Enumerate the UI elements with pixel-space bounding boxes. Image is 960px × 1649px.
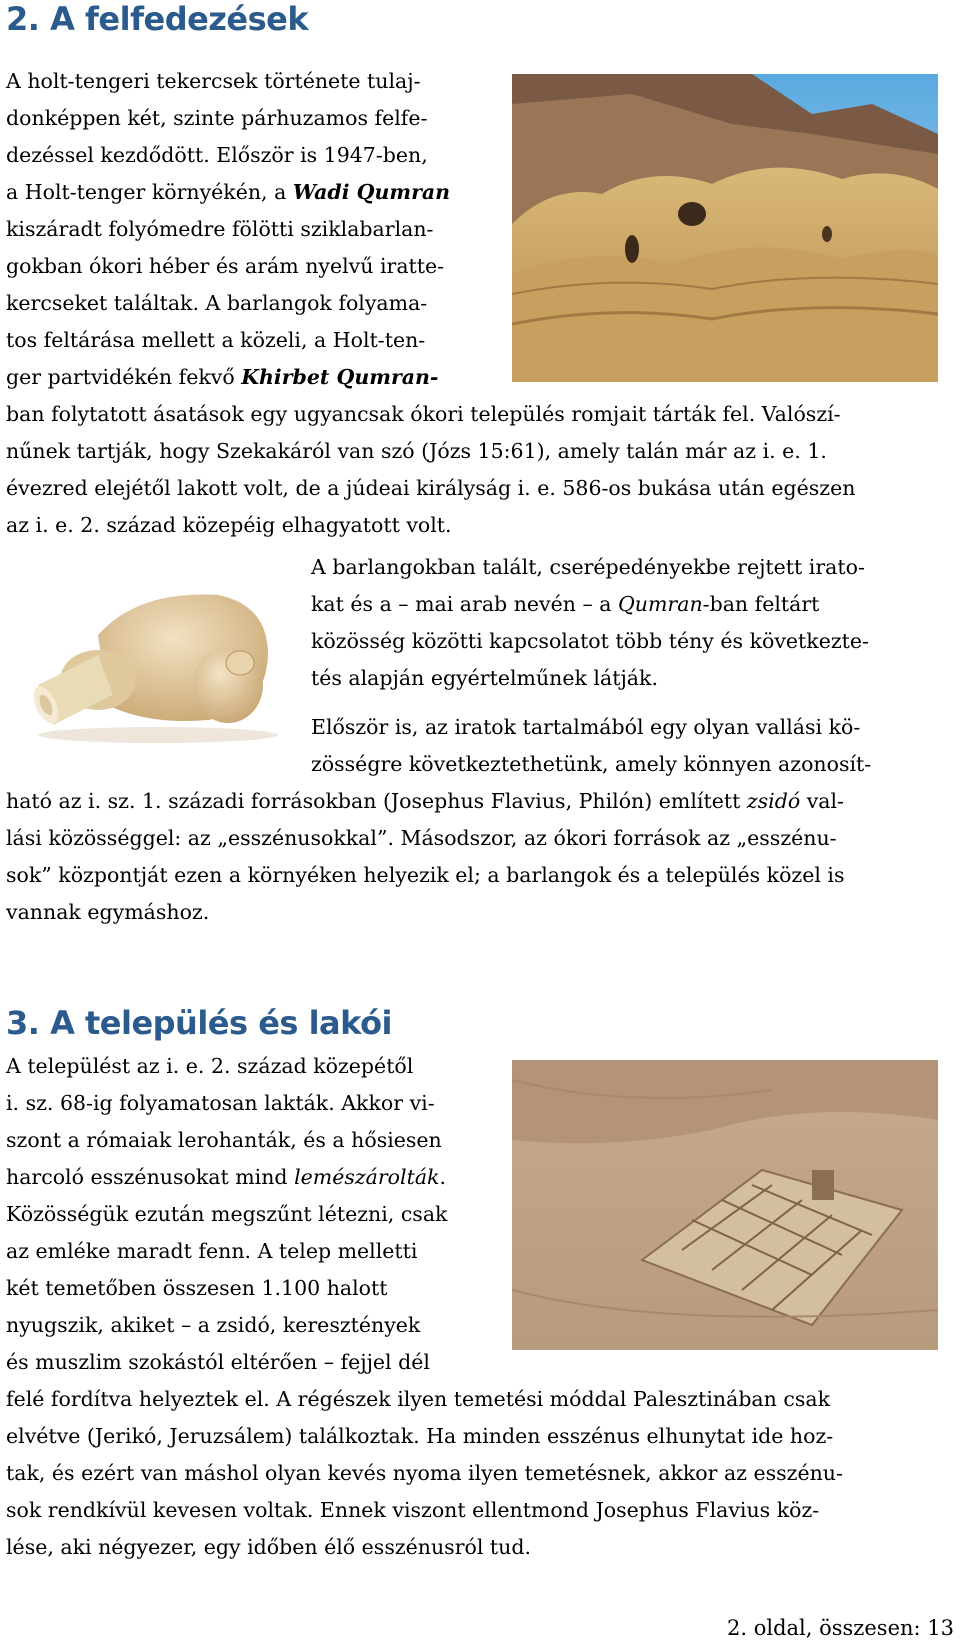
text-line: harcoló esszénusokat mind lemészárolták.	[6, 1165, 446, 1189]
text-line: szont a rómaiak lerohanták, és a hősiesen	[6, 1128, 442, 1152]
page-number: 2. oldal, összesen: 13	[727, 1616, 954, 1640]
text-line: elvétve (Jerikó, Jeruzsálem) találkoztak. Ha minden esszénus elhunytat ide hoz-	[6, 1424, 834, 1448]
text-line: kat és a – mai arab nevén – a Qumran-ban feltárt	[311, 592, 820, 616]
text-line: lése, aki négyezer, egy időben élő esszénusról tud.	[6, 1535, 531, 1559]
text-line: kiszáradt folyómedre fölötti sziklabarlan-	[6, 217, 434, 241]
clay-jar-scroll-photo	[28, 585, 296, 747]
text-line: tés alapján egyértelműnek látják.	[311, 666, 658, 690]
text-line: zösségre következtethetünk, amely könnyen azonosít-	[311, 752, 872, 776]
text-line: évezred elejétől lakott volt, de a júdeai királyság i. e. 586-os bukása után egészen	[6, 476, 856, 500]
text-line: ban folytatott ásatások egy ugyancsak ókori település romjait tárták fel. Valószí-	[6, 402, 841, 426]
text-line: dezéssel kezdődött. Először is 1947-ben,	[6, 143, 428, 167]
text-line: A barlangokban talált, cserépedényekbe rejtett irato-	[311, 555, 865, 579]
text-line: közösség közötti kapcsolatot több tény és következte-	[311, 629, 869, 653]
text-line: nyugszik, akiket – a zsidó, keresztények	[6, 1313, 421, 1337]
text-line: gokban ókori héber és arám nyelvű iratte-	[6, 254, 445, 278]
text-line: sok” központját ezen a környéken helyezik el; a barlangok és a település közel is	[6, 863, 845, 887]
text-line: donképpen két, szinte párhuzamos felfe-	[6, 106, 428, 130]
text-line: ger partvidékén fekvő Khirbet Qumran-	[6, 365, 439, 389]
text-line: A holt-tengeri tekercsek története tulaj-	[6, 69, 421, 93]
text-line: lási közösséggel: az „esszénusokkal”. Másodszor, az ókori források az „esszénu-	[6, 826, 837, 850]
text-line: kercseket találtak. A barlangok folyama-	[6, 291, 428, 315]
text-line: i. sz. 68-ig folyamatosan lakták. Akkor vi-	[6, 1091, 435, 1115]
text-line: az emléke maradt fenn. A telep melletti	[6, 1239, 418, 1263]
qumran-caves-photo	[512, 74, 938, 382]
text-line: ható az i. sz. 1. századi forrásokban (Josephus Flavius, Philón) említett zsidó val-	[6, 789, 844, 813]
text-line: vannak egymáshoz.	[6, 900, 210, 924]
text-line: az i. e. 2. század közepéig elhagyatott volt.	[6, 513, 452, 537]
text-line: tak, és ezért van máshol olyan kevés nyoma ilyen temetésnek, akkor az esszénu-	[6, 1461, 843, 1485]
text-line: és muszlim szokástól eltérően – fejjel dél	[6, 1350, 430, 1374]
qumran-ruins-aerial-photo	[512, 1060, 938, 1350]
text-line: Először is, az iratok tartalmából egy olyan vallási kö-	[311, 715, 861, 739]
text-line: A települést az i. e. 2. század közepétől	[6, 1054, 414, 1078]
text-line: Közösségük ezután megszűnt létezni, csak	[6, 1202, 448, 1226]
text-line: sok rendkívül kevesen voltak. Ennek viszont ellentmond Josephus Flavius köz-	[6, 1498, 820, 1522]
text-line: nűnek tartják, hogy Szekakáról van szó (Józs 15:61), amely talán már az i. e. 1.	[6, 439, 827, 463]
text-line: tos feltárása mellett a közeli, a Holt-ten-	[6, 328, 426, 352]
text-line: felé fordítva helyeztek el. A régészek ilyen temetési móddal Palesztinában csak	[6, 1387, 831, 1411]
text-line: két temetőben összesen 1.100 halott	[6, 1276, 388, 1300]
section-heading-discoveries: 2. A felfedezések	[6, 0, 309, 38]
section-heading-settlement: 3. A település és lakói	[6, 1004, 393, 1042]
text-line: a Holt-tenger környékén, a Wadi Qumran	[6, 180, 451, 204]
